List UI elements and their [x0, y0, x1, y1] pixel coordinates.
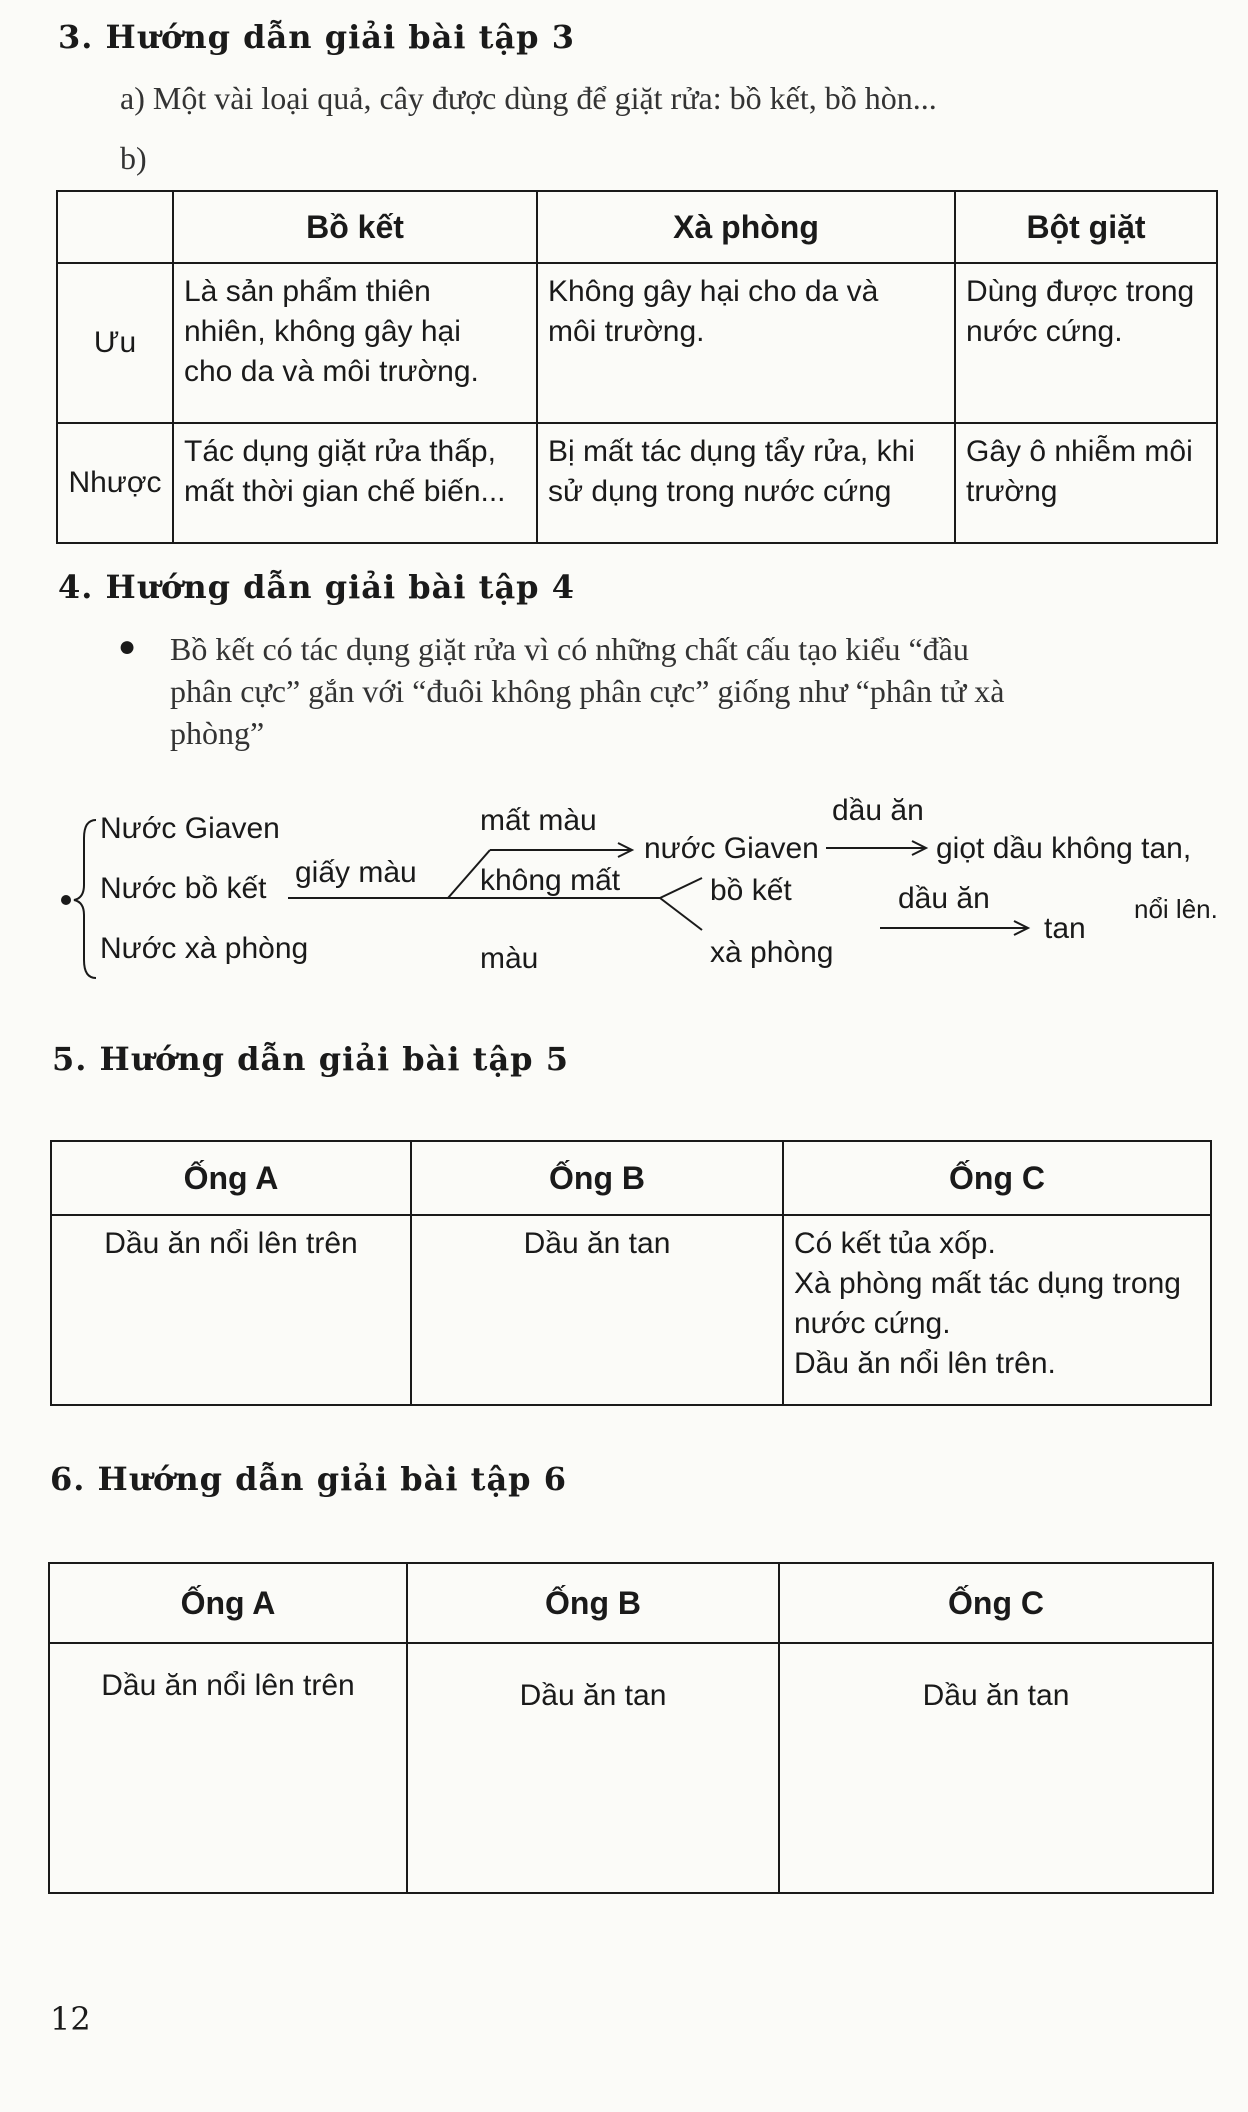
edge-label-giay-mau: giấy màu [295, 856, 417, 889]
source-xa-phong: Nước xà phòng [100, 932, 309, 965]
reaction-diagram [0, 790, 1248, 1000]
row-label-uu: Ưu [57, 263, 173, 423]
section3-line-a: a) Một vài loại quả, cây được dùng để giặt rửa: bồ kết, bồ hòn... [120, 80, 937, 116]
table-header-row [57, 191, 1217, 263]
table-header-ong-b: Ống B [407, 1563, 779, 1643]
edge-label-mau: màu [480, 942, 539, 975]
edge-label-khong-mat: không mất [480, 864, 621, 897]
section3-line-b: b) [120, 140, 147, 176]
source-bo-ket: Nước bồ kết [100, 872, 267, 905]
section5-table [50, 1140, 1212, 1406]
table-header-row [49, 1563, 1213, 1643]
table-header-empty [57, 191, 173, 263]
source-giaven: Nước Giaven [100, 812, 280, 845]
table-cell: Dầu ăn tan [779, 1643, 1213, 1893]
table-row [49, 1643, 1213, 1893]
row-label-nhuoc: Nhược [57, 423, 173, 543]
table-cell: Có kết tủa xốp. Xà phòng mất tác dụng trong nước cứng. Dầu ăn nổi lên trên. [783, 1215, 1211, 1405]
table-cell: Không gây hại cho da và môi trường. [537, 263, 955, 423]
table-header-ong-a: Ống A [51, 1141, 411, 1215]
table-header-bot-giat: Bột giặt [955, 191, 1217, 263]
table-cell: Dùng được trong nước cứng. [955, 263, 1217, 423]
table-cell: Là sản phẩm thiên nhiên, không gây hại cho da và môi trường. [173, 263, 537, 423]
edge-label-mat-mau: mất màu [480, 804, 597, 837]
table-row [57, 263, 1217, 423]
table-header-xa-phong: Xà phòng [537, 191, 955, 263]
table-cell: Tác dụng giặt rửa thấp, mất thời gian chế biến... [173, 423, 537, 543]
table-cell: Dầu ăn nổi lên trên [51, 1215, 411, 1405]
result-giot-dau: giọt dầu không tan, [936, 832, 1192, 865]
section6-table [48, 1562, 1214, 1894]
section6-heading: 6. Hướng dẫn giải bài tập 6 [50, 1460, 567, 1498]
table-cell: Gây ô nhiễm môi trường [955, 423, 1217, 543]
table-header-ong-c: Ống C [779, 1563, 1213, 1643]
table-header-ong-a: Ống A [49, 1563, 407, 1643]
reagent-dau-an-lower: dầu ăn [898, 882, 990, 915]
fork-down [660, 898, 702, 930]
target-xa-phong: xà phòng [710, 936, 834, 969]
table-header-row [51, 1141, 1211, 1215]
target-bo-ket: bồ kết [710, 874, 792, 907]
target-nuoc-giaven: nước Giaven [644, 832, 819, 865]
section5-heading: 5. Hướng dẫn giải bài tập 5 [52, 1040, 569, 1078]
section4-bullet-text: Bồ kết có tác dụng giặt rửa vì có những chất cấu tạo kiểu “đầu phân cực” gắn với “đuôi không phân cực” giống như “phân tử xà phòng” [170, 631, 1005, 751]
left-brace [74, 820, 96, 978]
table-cell: Dầu ăn tan [407, 1643, 779, 1893]
table-cell: Dầu ăn tan [411, 1215, 783, 1405]
table-row [57, 423, 1217, 543]
table-header-bo-ket: Bồ kết [173, 191, 537, 263]
table-row [51, 1215, 1211, 1405]
table-cell: Dầu ăn nổi lên trên [49, 1643, 407, 1893]
table-header-ong-b: Ống B [411, 1141, 783, 1215]
page-number: 12 [50, 2000, 91, 2038]
section3-heading: 3. Hướng dẫn giải bài tập 3 [58, 18, 575, 56]
reagent-dau-an-upper: dầu ăn [832, 794, 924, 827]
diagram-bullet [61, 895, 71, 905]
section4-heading: 4. Hướng dẫn giải bài tập 4 [58, 568, 575, 606]
section3-table [56, 190, 1218, 544]
result-tan: tan [1044, 912, 1086, 945]
table-header-ong-c: Ống C [783, 1141, 1211, 1215]
fork-up [660, 878, 702, 898]
bullet-dot: ● [118, 630, 137, 663]
table-cell: Bị mất tác dụng tẩy rửa, khi sử dụng trong nước cứng [537, 423, 955, 543]
result-noi-len: nổi lên. [1134, 894, 1218, 924]
